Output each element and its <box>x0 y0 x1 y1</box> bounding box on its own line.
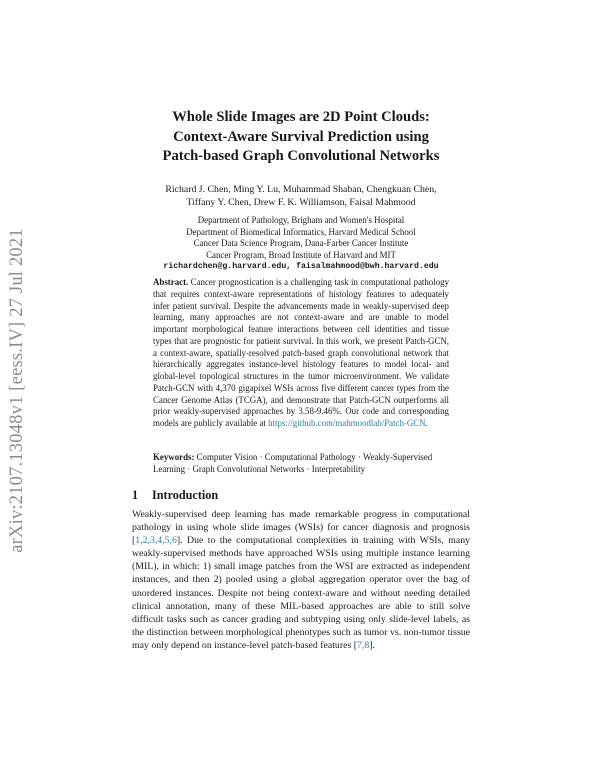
keywords-label: Keywords: <box>153 452 195 462</box>
citation-link[interactable]: 7,8 <box>356 639 370 651</box>
introduction-paragraph <box>132 508 470 652</box>
abstract-label: Abstract. <box>153 277 189 287</box>
abstract-end: . <box>425 418 428 428</box>
abstract-text: Cancer prognostication is a challenging task in computational pathology that requires context-aware representations of histology features to adequately infer patient survival. Despite the advancements made in weakly-supervised deep learning, many approaches are not context-aware and are unable to model important morphological feature interactions between cell identities and tissue types that are prognostic for patient survival. In this work, we present Patch-GCN, a context-aware, spatially-resolved patch-based graph convolutional network that hierarchically aggregates instance-level histology features to model local- and global-level topological structures in the tumor microenvironment. We validate Patch-GCN with 4,370 gigapixel WSIs across five different cancer types from the Cancer Genome Atlas (TCGA), and demonstrate that Patch-GCN outperforms all prior weakly-supervised approaches by 3.58-9.46%. Our code and corresponding models are publicly available at <box>153 277 450 428</box>
keywords <box>153 452 449 476</box>
author-line: Tiffany Y. Chen, Drew F. K. Williamson, Faisal Mahmood <box>186 197 416 209</box>
intro-text: ]. Due to the computational complexities in training with WSIs, many weakly-supervised methods have approached WSIs using multiple instance learning (MIL), in which: 1) small image patches from the WSI are extracted as independent instances, and then 2) pooled using a global aggregation operator over the bag of unordered instances. Despite not being context-aware and without needing detailed clinical annotation, many of these MIL-based approaches are able to still solve difficult tasks such as cancer grading and subtyping using only slide-level labels, as the distinction between morphological phenotypes such as tumor vs. non-tumor tissue may only depend on instance-level patch-based features [ <box>132 535 470 651</box>
paper-title <box>132 108 470 167</box>
keyword: Graph Convolutional Networks <box>192 463 305 474</box>
arxiv-identifier-text: arXiv:2107.13048v1 [eess.IV] 27 Jul 2021 <box>6 227 27 553</box>
author-emails: richardchen@g.harvard.edu, faisalmahmood@bwh.harvard.edu <box>163 262 439 272</box>
title-line: Whole Slide Images are 2D Point Clouds: <box>172 109 430 125</box>
code-repository-link[interactable]: https://github.com/mahmoodlab/Patch-GCN <box>268 418 426 428</box>
abstract <box>153 277 449 430</box>
keyword: Weakly-Supervised Learning <box>153 452 433 474</box>
citation-link[interactable]: 1,2,3,4,5,6 <box>135 535 177 547</box>
keyword: Computer Vision <box>196 452 258 462</box>
intro-text: ]. <box>369 639 375 651</box>
keyword-separator: · <box>306 463 310 474</box>
affiliation-line: Department of Biomedical Informatics, Harvard Medical School <box>186 226 416 237</box>
keyword-separator: · <box>187 463 191 474</box>
title-line: Patch-based Graph Convolutional Networks <box>162 148 440 164</box>
affiliation-line: Cancer Program, Broad Institute of Harvard and MIT <box>206 249 396 260</box>
affiliation-line: Department of Pathology, Brigham and Women's Hospital <box>197 215 405 225</box>
affiliations <box>132 215 470 273</box>
keyword-separator: · <box>259 452 263 462</box>
title-line: Context-Aware Survival Prediction using <box>173 128 429 145</box>
keyword-separator: · <box>357 452 361 462</box>
section-number: 1 <box>132 488 139 502</box>
author-list <box>132 183 470 209</box>
affiliation-line: Cancer Data Science Program, Dana-Farber Cancer Institute <box>193 238 409 249</box>
keyword: Interpretability <box>311 463 366 474</box>
section-heading <box>132 488 470 503</box>
intro-text: Weakly-supervised deep learning has made remarkable progress in computational pathology in using whole slide images (WSIs) for cancer diagnosis and prognosis [ <box>132 509 470 547</box>
arxiv-identifier <box>0 212 34 568</box>
keyword: Computational Pathology <box>264 452 356 462</box>
author-line: Richard J. Chen, Ming Y. Lu, Muhammad Shaban, Chengkuan Chen, <box>165 184 437 195</box>
section-title: Introduction <box>152 488 219 502</box>
